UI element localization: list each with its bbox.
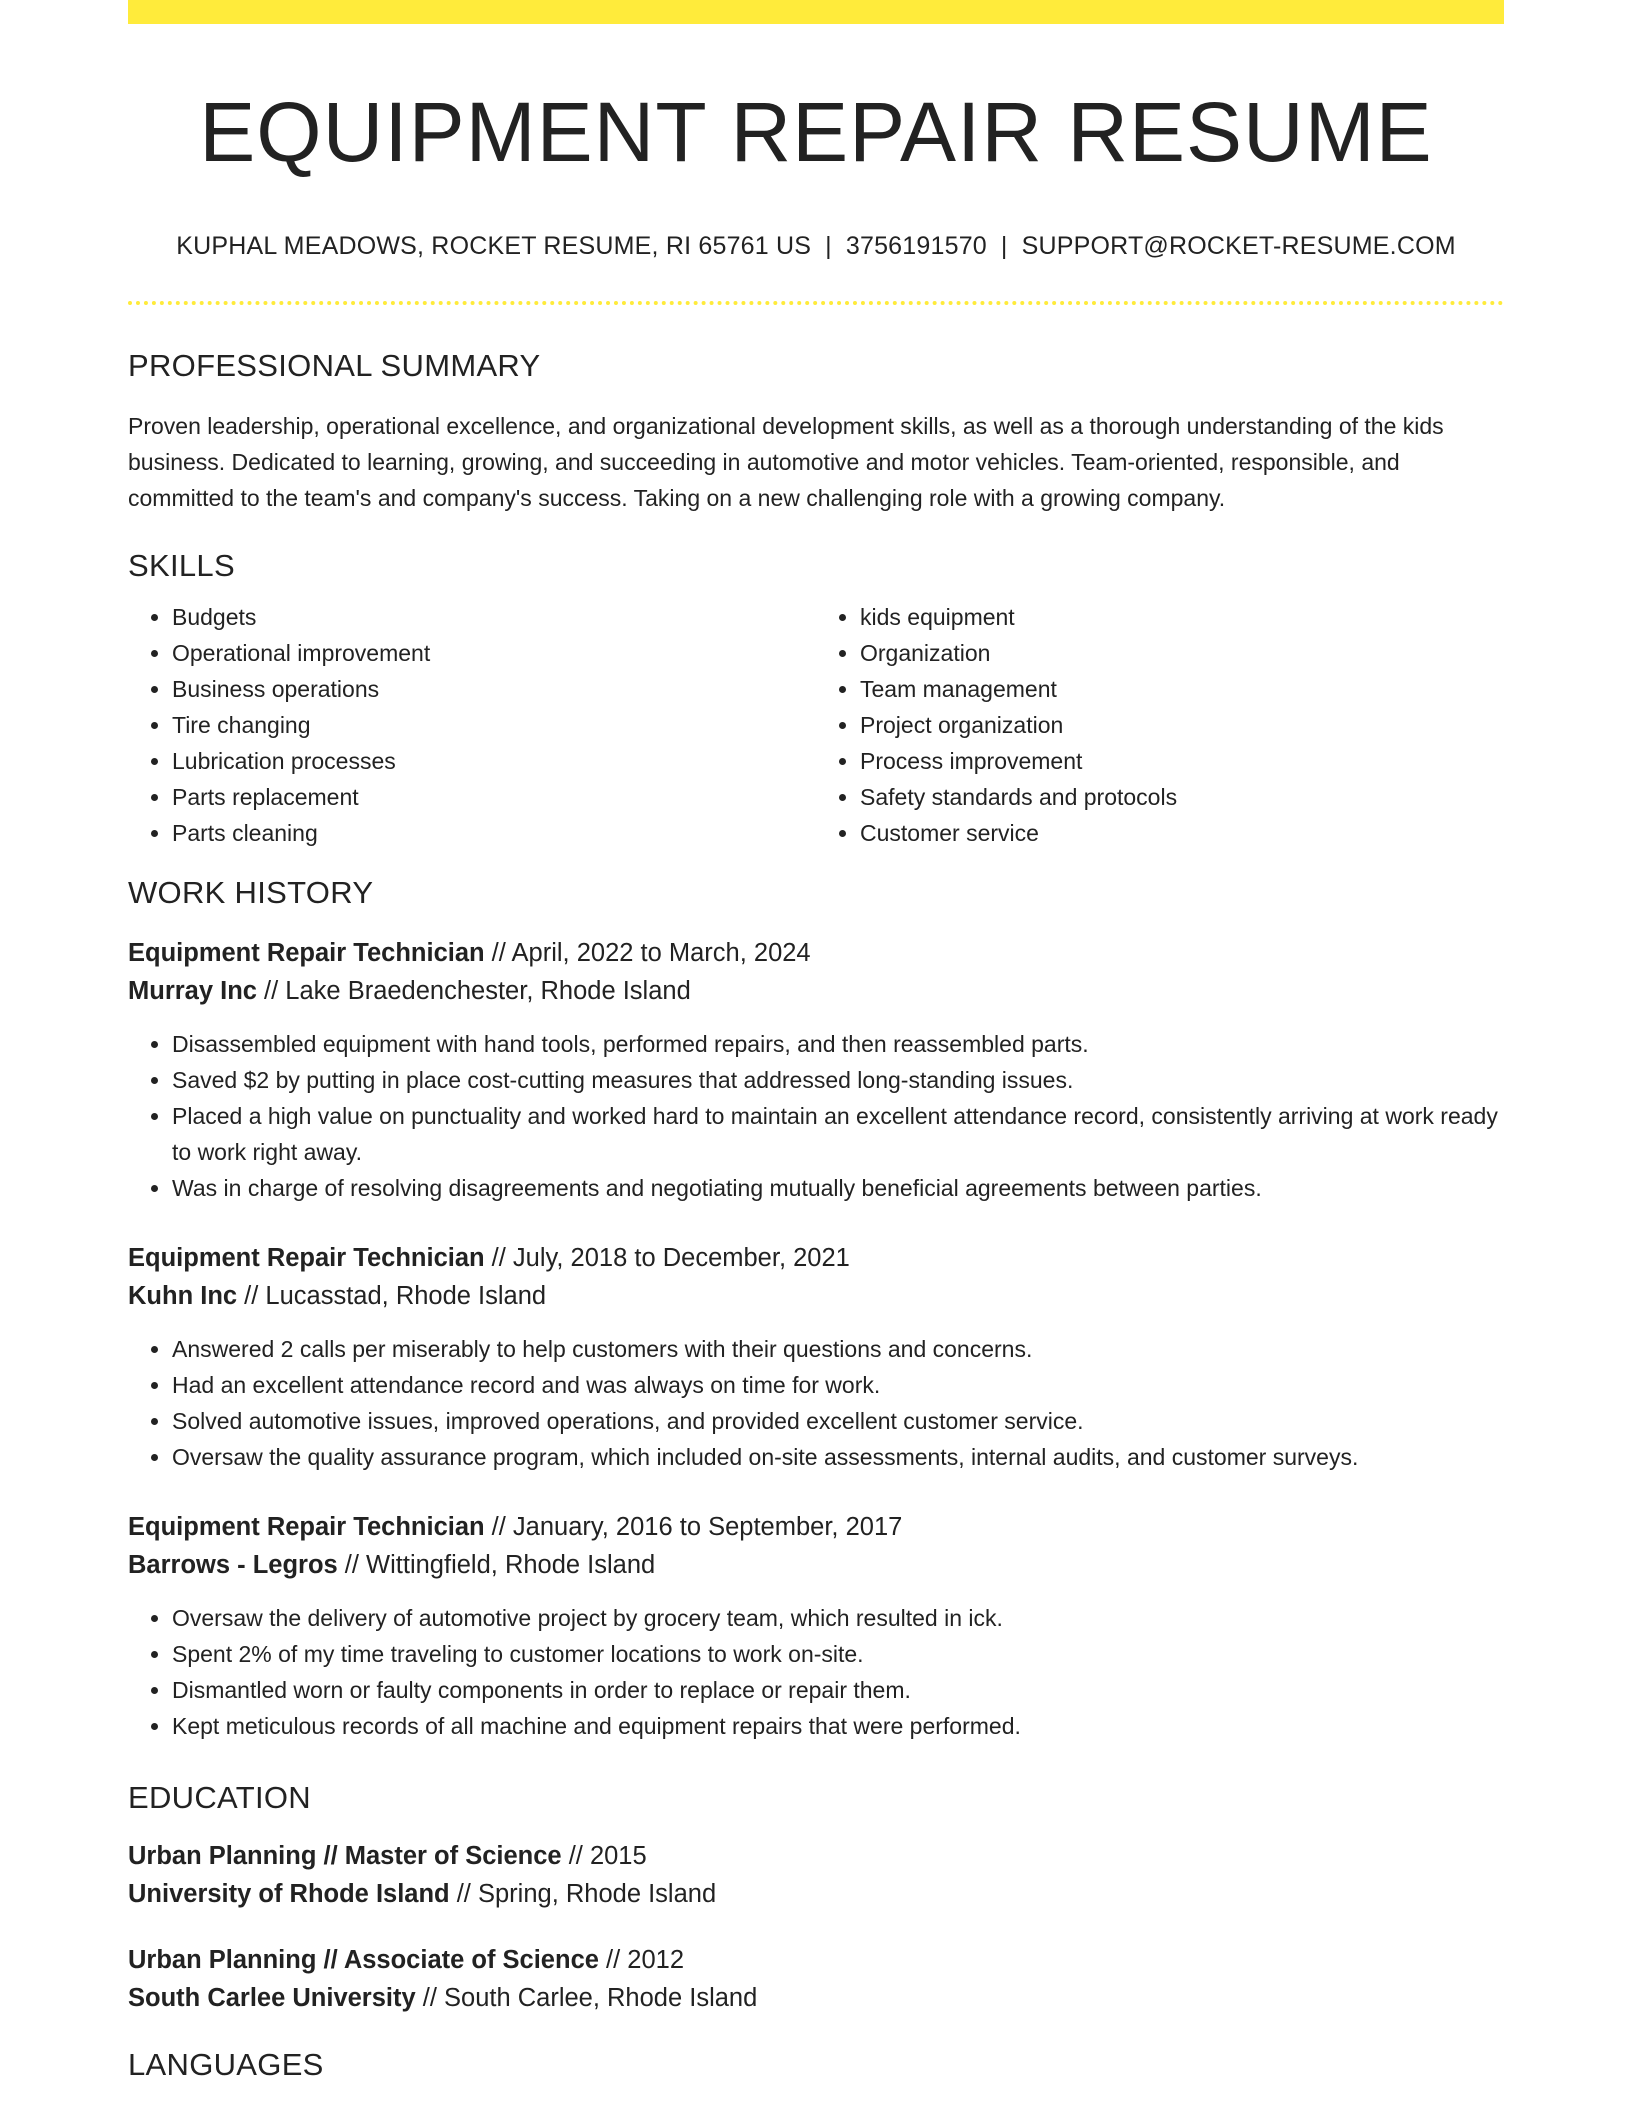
education-degree-line: [128, 1837, 1504, 1875]
job-entry: [128, 1508, 1504, 1744]
job-bullet: • Answered 2 calls per miserably to help customers with their questions and concerns.: [172, 1331, 1504, 1367]
job-bullet: • Placed a high value on punctuality and worked hard to maintain an excellent attendance record, consistently arriving at work ready to work right away.: [172, 1098, 1504, 1170]
contact-address: KUPHAL MEADOWS, ROCKET RESUME, RI 65761 US: [176, 232, 812, 261]
job-dates: // January, 2016 to September, 2017: [484, 1513, 903, 1542]
job-company-line: [128, 972, 1504, 1010]
education-degree-line: [128, 1941, 1504, 1979]
contact-line: [128, 232, 1504, 261]
job-title: Equipment Repair Technician: [128, 1244, 485, 1273]
job-bullet: • Had an excellent attendance record and was always on time for work.: [172, 1367, 1504, 1403]
job-company-line: [128, 1277, 1504, 1315]
resume-page: [128, 0, 1504, 2083]
skill-item: • Lubrication processes: [172, 743, 816, 779]
job-dates: // July, 2018 to December, 2021: [484, 1244, 850, 1273]
job-bullet: • Saved $2 by putting in place cost-cutting measures that addressed long-standing issues.: [172, 1062, 1504, 1098]
job-title: Equipment Repair Technician: [128, 939, 485, 968]
job-bullet: • Spent 2% of my time traveling to customer locations to work on-site.: [172, 1636, 1504, 1672]
skill-item: • Parts cleaning: [172, 815, 816, 851]
education-location: // Spring, Rhode Island: [449, 1880, 717, 1909]
contact-phone: 3756191570: [845, 232, 987, 261]
job-bullet: • Was in charge of resolving disagreements and negotiating mutually beneficial agreements between parties.: [172, 1170, 1504, 1206]
job-bullets: [128, 1026, 1504, 1206]
work-history-heading: WORK HISTORY: [128, 875, 374, 911]
education-degree: Urban Planning // Associate of Science: [128, 1946, 599, 1975]
job-title: Equipment Repair Technician: [128, 1513, 485, 1542]
education-entry: [128, 1837, 1504, 1913]
job-location: // Lake Braedenchester, Rhode Island: [256, 977, 691, 1006]
job-entry: [128, 934, 1504, 1206]
skill-item: • Parts replacement: [172, 779, 816, 815]
education-entry: [128, 1941, 1504, 2017]
education-school-line: [128, 1875, 1504, 1913]
skills-list-right: [816, 599, 1504, 851]
education-heading: EDUCATION: [128, 1780, 311, 1816]
education-year: // 2012: [598, 1946, 685, 1975]
summary-text: Proven leadership, operational excellence, and organizational development skills, as well as a thorough understanding of the kids business. Dedicated to learning, growing, and succeeding in automotive and motor vehicles. Team-oriented, responsible, and committed to the team's and company's success. Taking on a new challenging role with a growing company.: [128, 413, 1444, 512]
education-school: South Carlee University: [128, 1984, 416, 2013]
skill-item: • Project organization: [860, 707, 1504, 743]
job-bullets: [128, 1331, 1504, 1475]
job-company: Kuhn Inc: [128, 1282, 238, 1311]
job-bullet: • Dismantled worn or faulty components in order to replace or repair them.: [172, 1672, 1504, 1708]
job-bullet: • Oversaw the delivery of automotive project by grocery team, which resulted in ick.: [172, 1600, 1504, 1636]
resume-title: EQUIPMENT REPAIR RESUME: [199, 85, 1433, 179]
skills-heading: SKILLS: [128, 548, 235, 584]
job-company: Barrows - Legros: [128, 1551, 338, 1580]
job-bullets: [128, 1600, 1504, 1744]
job-bullet: • Solved automotive issues, improved operations, and provided excellent customer service.: [172, 1403, 1504, 1439]
skill-item: • Safety standards and protocols: [860, 779, 1504, 815]
skills-columns: [128, 599, 1504, 851]
skill-item: • kids equipment: [860, 599, 1504, 635]
languages-heading: LANGUAGES: [128, 2047, 324, 2083]
job-bullet: • Oversaw the quality assurance program, which included on-site assessments, internal audits, and customer surveys.: [172, 1439, 1504, 1475]
job-bullet: • Disassembled equipment with hand tools, performed repairs, and then reassembled parts.: [172, 1026, 1504, 1062]
education-location: // South Carlee, Rhode Island: [415, 1984, 758, 2013]
education-degree: Urban Planning // Master of Science: [128, 1842, 562, 1871]
contact-separator: |: [825, 232, 832, 261]
education-school-line: [128, 1979, 1504, 2017]
education-school: University of Rhode Island: [128, 1880, 450, 1909]
contact-email: SUPPORT@ROCKET-RESUME.COM: [1021, 232, 1456, 261]
accent-top-bar: [128, 0, 1504, 24]
dotted-divider: [128, 301, 1504, 305]
job-title-line: [128, 934, 1504, 972]
skill-item: • Business operations: [172, 671, 816, 707]
skill-item: • Customer service: [860, 815, 1504, 851]
skill-item: • Team management: [860, 671, 1504, 707]
job-dates: // April, 2022 to March, 2024: [484, 939, 811, 968]
contact-separator: |: [1000, 232, 1008, 261]
job-location: // Lucasstad, Rhode Island: [237, 1282, 547, 1311]
skill-item: • Tire changing: [172, 707, 816, 743]
summary-heading: PROFESSIONAL SUMMARY: [128, 348, 541, 384]
job-title-line: [128, 1239, 1504, 1277]
job-title-line: [128, 1508, 1504, 1546]
skill-item: • Organization: [860, 635, 1504, 671]
job-location: // Wittingfield, Rhode Island: [337, 1551, 656, 1580]
skill-item: • Budgets: [172, 599, 816, 635]
job-entry: [128, 1239, 1504, 1475]
skill-item: • Operational improvement: [172, 635, 816, 671]
skills-list-left: [128, 599, 816, 851]
education-year: // 2015: [561, 1842, 647, 1871]
job-company: Murray Inc: [128, 977, 257, 1006]
job-company-line: [128, 1546, 1504, 1584]
skill-item: • Process improvement: [860, 743, 1504, 779]
job-bullet: • Kept meticulous records of all machine and equipment repairs that were performed.: [172, 1708, 1504, 1744]
